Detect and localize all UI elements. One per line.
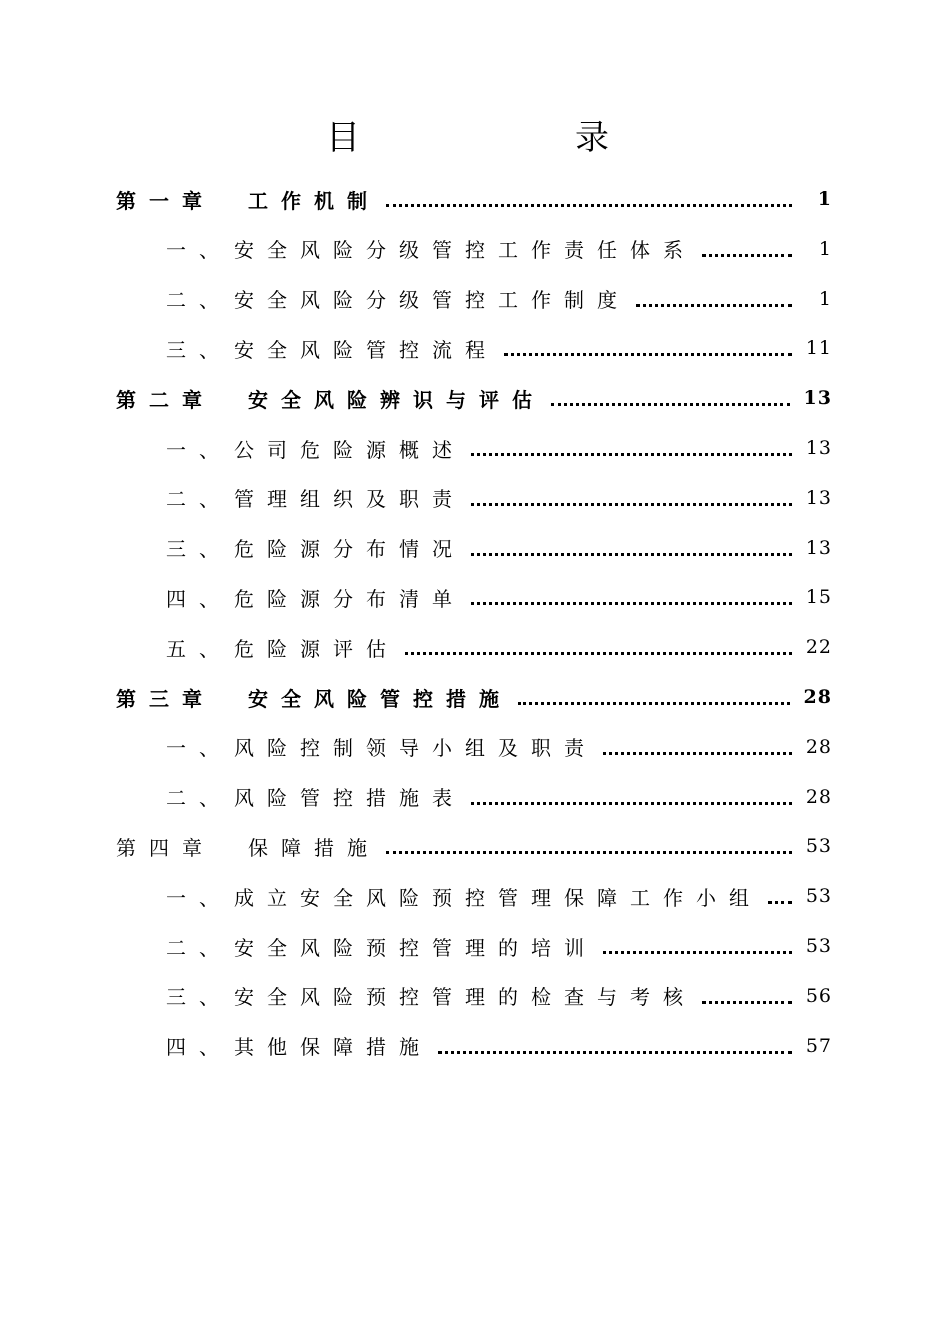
toc-entry-label: 危险源分布情况 [234,537,465,562]
toc-entry-label: 安全风险分级管控工作制度 [234,288,630,313]
toc-entry-page-number: 28 [803,686,832,708]
toc-dot-leader [768,884,792,908]
toc-entry-number: 第一章 [116,188,215,213]
toc-entry-page-number: 53 [805,885,832,908]
toc-entry-number: 一、 [166,238,232,263]
toc-dot-leader [702,984,792,1008]
toc-title [0,112,950,164]
toc-entry-label: 安全风险管控流程 [234,337,498,362]
toc-dot-leader [518,685,790,709]
toc-entry-page-number: 13 [803,387,832,410]
toc-entry-number: 二、 [166,935,232,960]
toc-section-entry[interactable] [0,423,950,473]
toc-entry-number: 四、 [166,586,232,611]
toc-dot-leader [603,735,792,759]
toc-entry-number: 第四章 [116,835,215,860]
toc-chapter-entry[interactable] [0,174,950,224]
toc-dot-leader [471,585,792,609]
toc-entry-number: 二、 [166,786,232,811]
toc-entry-number: 二、 [166,487,232,512]
toc-entry-page-number: 15 [805,586,832,609]
toc-entry-label: 安全风险预控管理的培训 [234,935,597,960]
toc-section-entry[interactable] [0,473,950,523]
toc-entry-page-number: 22 [805,636,832,659]
title-char-2: 录 [575,118,609,158]
toc-dot-leader [702,237,792,261]
toc-dot-leader [471,436,792,460]
toc-entry-page-number: 13 [805,437,832,459]
toc-dot-leader [551,386,790,410]
toc-dot-leader [603,934,792,958]
toc-entry-page-number: 11 [805,337,832,360]
toc-section-entry[interactable] [0,224,950,274]
toc-dot-leader [504,336,792,360]
toc-entry-label: 风险控制领导小组及职责 [234,736,597,761]
toc-entry-number: 第三章 [116,686,215,711]
toc-section-entry[interactable] [0,323,950,373]
toc-entry-label: 其他保障措施 [234,1035,432,1060]
toc-section-entry[interactable] [0,772,950,822]
toc-section-entry[interactable] [0,1021,950,1071]
toc-entry-page-number: 53 [805,835,832,858]
toc-dot-leader [471,536,792,560]
toc-entry-page-number: 13 [805,486,832,509]
toc-entry-page-number: 56 [805,984,832,1007]
toc-entry-number: 三、 [166,985,232,1010]
title-char-1: 目 [326,118,360,158]
toc-entry-label: 安全风险辨识与评估 [248,387,545,412]
toc-entry-label: 成立安全风险预控管理保障工作小组 [234,885,762,910]
toc-dot-leader [471,785,792,809]
toc-dot-leader [386,834,792,858]
toc-dot-leader [471,486,792,510]
toc-dot-leader [386,187,792,211]
toc-entry-label: 风险管控措施表 [234,786,465,811]
toc-section-entry[interactable] [0,971,950,1021]
toc-dot-leader [405,635,792,659]
toc-entry-page-number: 57 [805,1034,832,1057]
toc-entry-page-number: 28 [805,735,832,758]
toc-entry-label: 危险源评估 [234,636,399,661]
toc-section-entry[interactable] [0,722,950,772]
toc-entry-label: 管理组织及职责 [234,487,465,512]
toc-entry-label: 安全风险管控措施 [248,686,512,711]
toc-section-entry[interactable] [0,523,950,573]
toc-section-entry[interactable] [0,572,950,622]
toc-section-entry[interactable] [0,871,950,921]
toc-entry-number: 三、 [166,337,232,362]
toc-section-entry[interactable] [0,274,950,324]
toc-entry-label: 危险源分布清单 [234,586,465,611]
toc-entry-label: 保障措施 [248,835,380,860]
toc-entry-label: 安全风险预控管理的检查与考核 [234,985,696,1010]
toc-entry-label: 安全风险分级管控工作责任体系 [234,238,696,263]
toc-entry-number: 第二章 [116,387,215,412]
toc-entry-number: 三、 [166,537,232,562]
toc-dot-leader [636,287,792,311]
toc-entry-number: 一、 [166,437,232,462]
toc-chapter-entry[interactable] [0,821,950,871]
toc-entry-page-number: 1 [817,188,832,210]
toc-entry-label: 公司危险源概述 [234,437,465,462]
toc-entry-page-number: 53 [805,935,832,957]
toc-entry-page-number: 1 [818,287,832,310]
toc-entry-number: 二、 [166,288,232,313]
toc-section-entry[interactable] [0,921,950,971]
toc-dot-leader [438,1034,792,1058]
toc-entry-number: 五、 [166,636,232,661]
toc-entry-number: 一、 [166,736,232,761]
toc-section-entry[interactable] [0,622,950,672]
toc-chapter-entry[interactable] [0,373,950,423]
toc-entry-label: 工作机制 [248,188,380,213]
toc-entry-page-number: 1 [818,237,832,260]
toc-entry-page-number: 13 [805,536,832,559]
toc-entry-page-number: 28 [805,785,832,808]
toc-entry-number: 四、 [166,1035,232,1060]
toc-entry-number: 一、 [166,885,232,910]
toc-chapter-entry[interactable] [0,672,950,722]
